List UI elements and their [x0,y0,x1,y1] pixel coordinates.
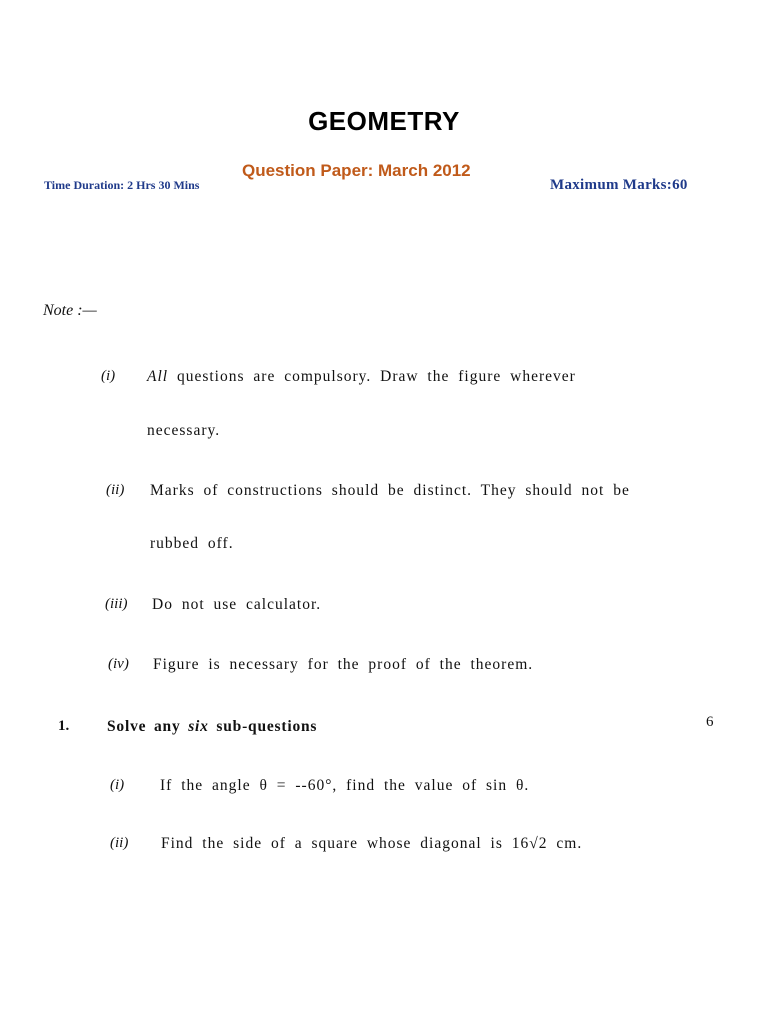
subquestion-2-number: (ii) [110,835,129,851]
paper-subtitle: Question Paper: March 2012 [242,161,471,180]
paper-title: GEOMETRY [308,106,460,136]
subquestion-1-text: If the angle θ = --60°, find the value of sin θ. [160,777,530,794]
note-item-1-body: questions are compulsory. Draw the figure wherever [176,368,576,385]
note-item-3-text: Do not use calculator. [152,596,322,613]
question-1-pre: Solve any [107,718,181,735]
note-item-1-continuation: necessary. [147,422,221,439]
question-1-post: sub-questions [216,718,318,735]
note-item-1-number: (i) [101,368,116,384]
note-item-4-text: Figure is necessary for the proof of the theorem. [153,656,534,673]
note-item-2-number: (ii) [106,482,125,498]
subquestion-1-number: (i) [110,777,125,793]
question-1-number: 1. [58,718,70,734]
note-item-1-text [147,368,576,386]
question-1-emphasis: six [188,718,209,735]
question-1-marks: 6 [706,714,714,730]
note-item-1-emphasis: All [147,368,169,385]
subquestion-2-text: Find the side of a square whose diagonal is 16√2 cm. [161,835,583,852]
maximum-marks: Maximum Marks:60 [550,177,688,193]
note-item-3-number: (iii) [105,596,128,612]
note-item-4-number: (iv) [108,656,129,672]
note-heading: Note :— [43,302,97,319]
question-1-instruction [107,718,317,736]
time-duration: Time Duration: 2 Hrs 30 Mins [44,178,200,192]
note-item-2-continuation: rubbed off. [150,535,234,552]
note-item-2-text: Marks of constructions should be distinct. They should not be [150,482,630,499]
